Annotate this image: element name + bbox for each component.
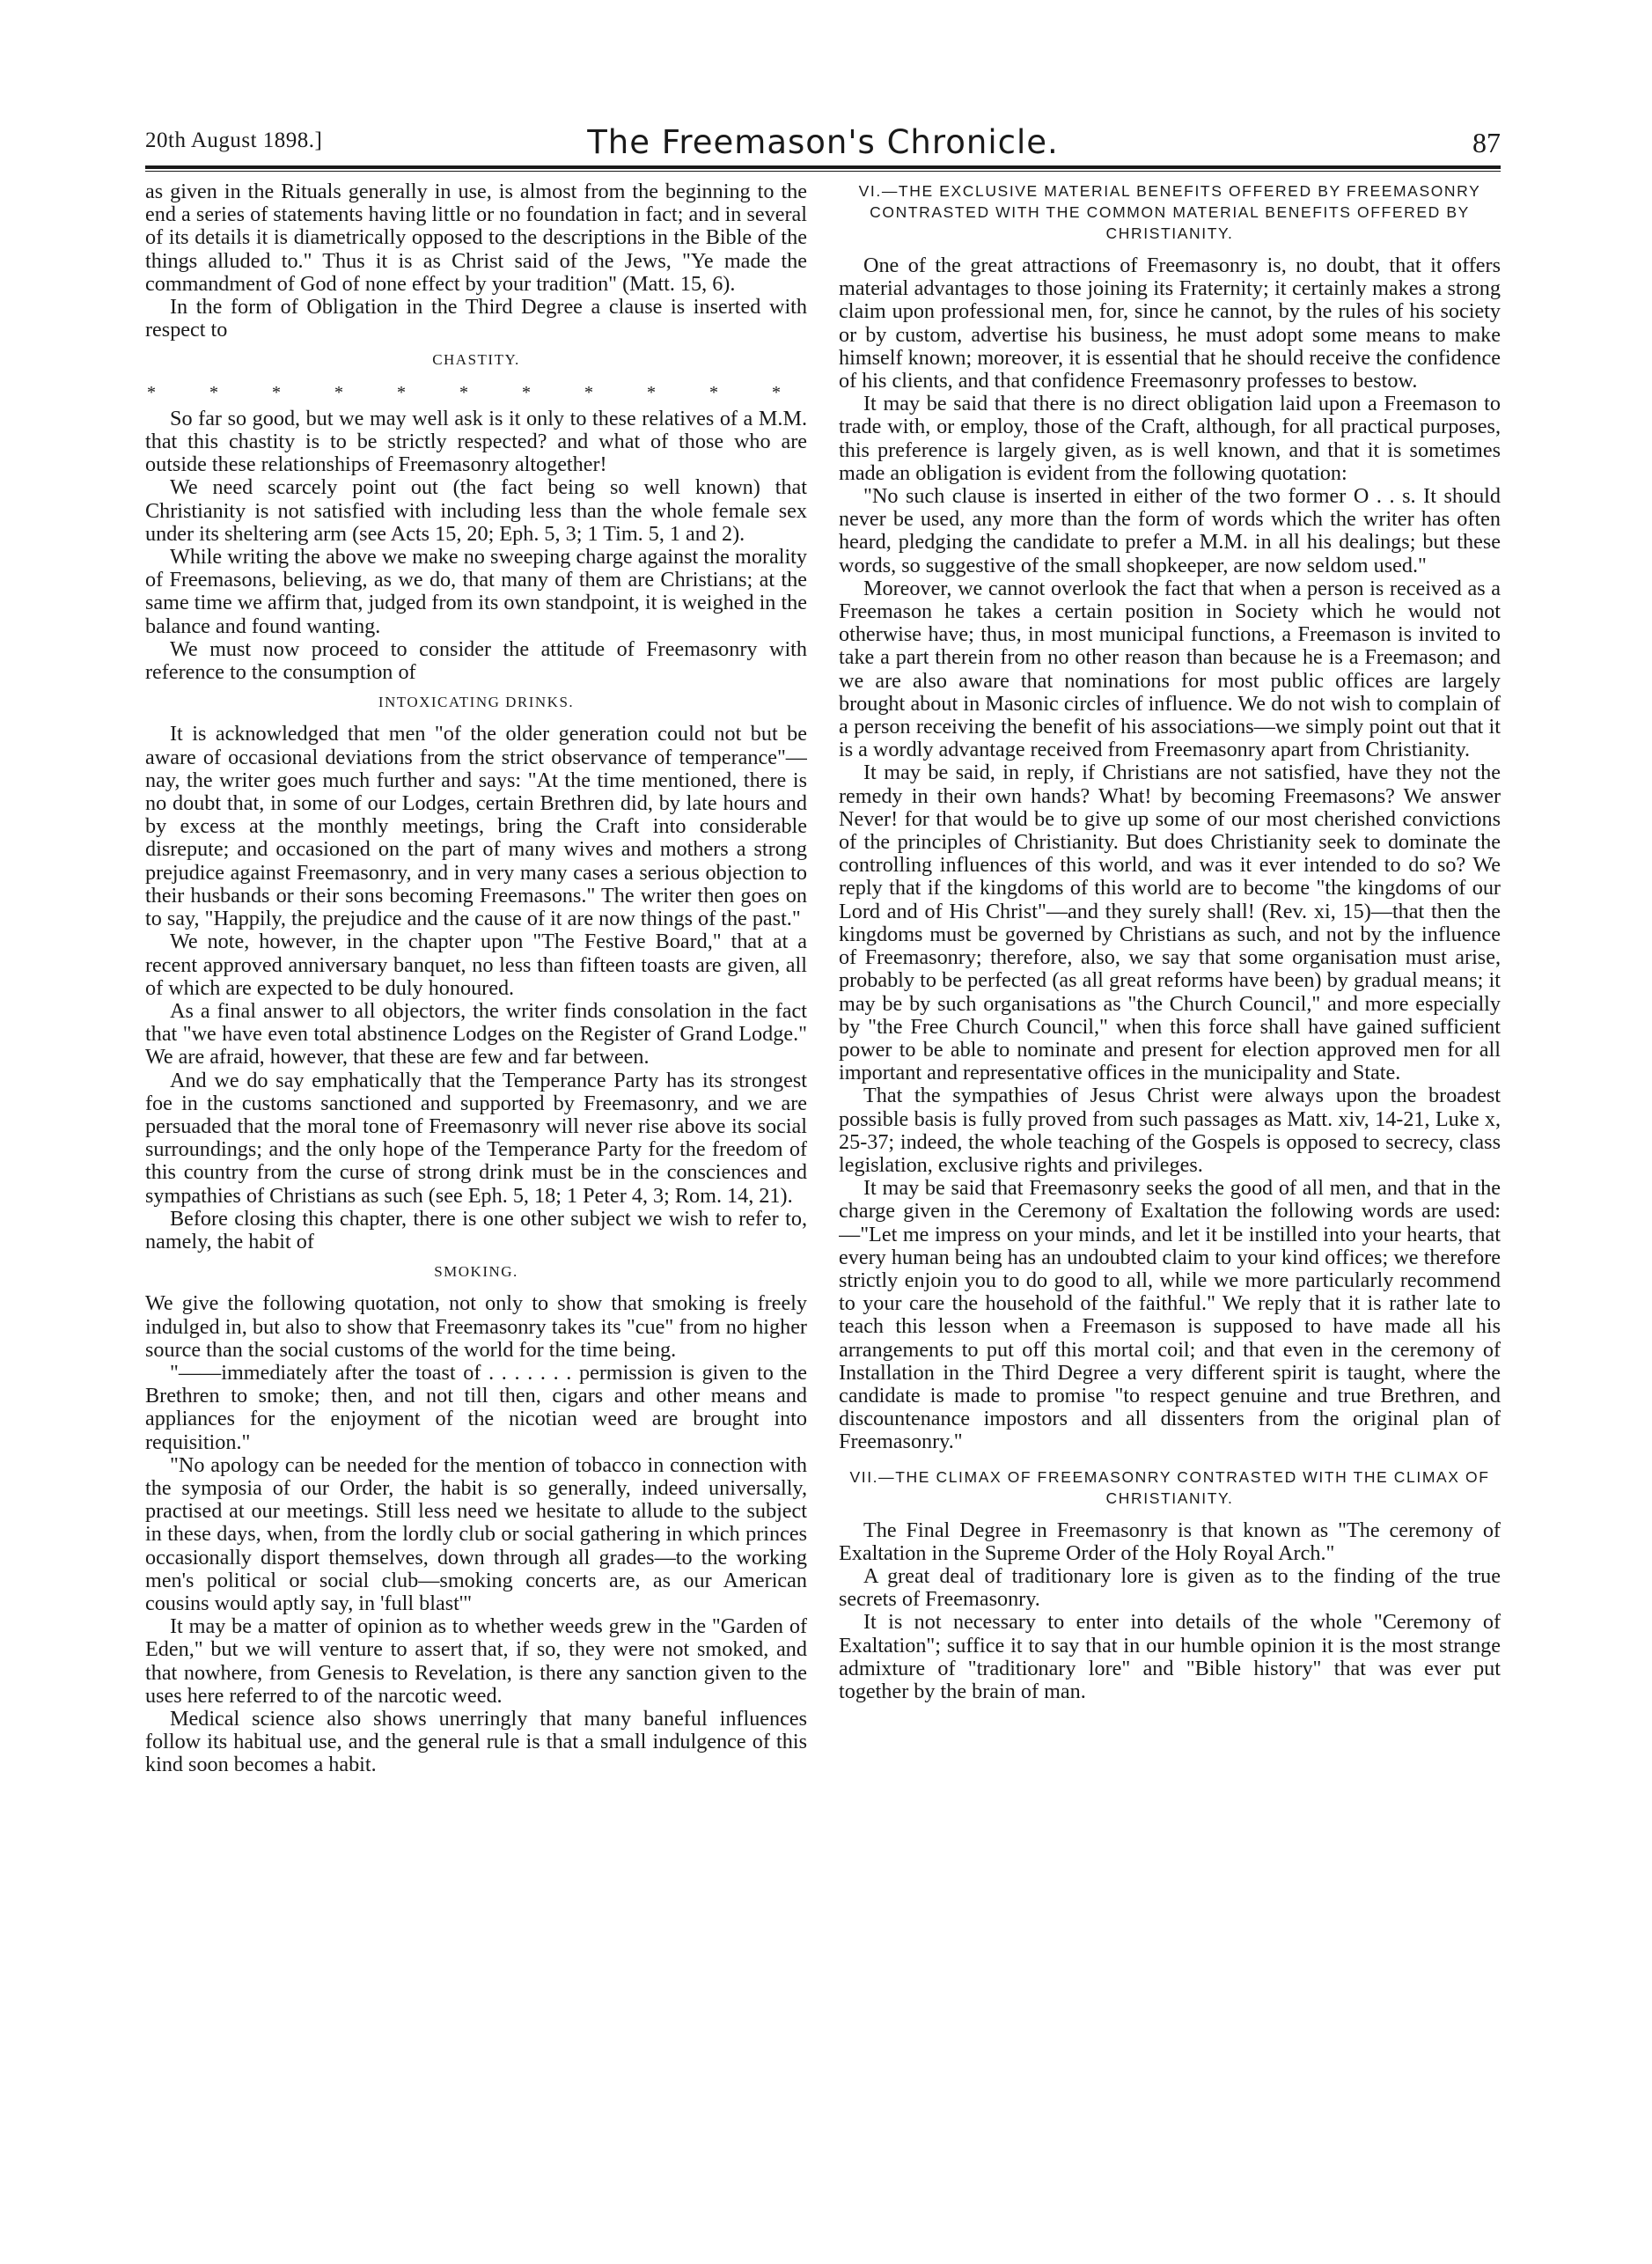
paragraph: We need scarcely point out (the fact being so well known) that Christianity is not satisfied with including less than the whole female sex under its sheltering arm (see Acts 15, 20; Eph. 5, 3; 1 Tim. 5, 1 and 2). [145, 475, 807, 546]
paragraph: In the form of Obligation in the Third Degree a clause is inserted with respect to [145, 295, 807, 342]
paragraph: A great deal of traditionary lore is given as to the finding of the true secrets of Freemasonry. [839, 1563, 1501, 1612]
paragraph: We must now proceed to consider the attitude of Freemasonry with reference to the consumption of [145, 636, 807, 685]
section-heading-vi: VI.—THE EXCLUSIVE MATERIAL BENEFITS OFFERED BY FREEMASONRY CONTRASTED WITH THE COMMON MATERIAL BENEFITS OFFERED BY CHRISTIANITY. [858, 182, 1481, 242]
paragraph: It may be said that there is no direct obligation laid upon a Freemason to trade with, or employ, those of the Craft, although, for all practical purposes, this preference is largely given, as is well known, and that it is sometimes made an obligation is evident from the following quotation: [839, 392, 1501, 485]
paragraph: One of the great attractions of Freemasonry is, no doubt, that it offers material advantages to those joining its Fraternity; it certainly makes a strong claim upon professional men, for, since he cannot, by the rules of his society or by custom, advertise his business, he must adopt some means to make himself known; moreover, it is essential that he should receive the confidence of his clients, and that confidence Freemasonry professes to bestow. [839, 254, 1501, 393]
section-heading-vii: VII.—THE CLIMAX OF FREEMASONRY CONTRASTED WITH THE CLIMAX OF CHRISTIANITY. [849, 1467, 1490, 1507]
page-number: 87 [1472, 127, 1501, 158]
paragraph: While writing the above we make no sweeping charge against the morality of Freemasons, believing, as we do, that many of them are Christians; at the same time we affirm that, judged from its own standpoint, it is weighed in the balance and found wanting. [145, 545, 807, 638]
quotation: "No such clause is inserted in either of the two former O . . s. It should never be used, any more than the form of words which the writer has often heard, pledging the candidate to prefer a M.M. in all his dealings; but these words, so suggestive of the small shopkeeper, are now seldom used." [839, 484, 1501, 577]
paragraph: We give the following quotation, not only to show that smoking is freely indulged in, but also to show that Freemasonry takes its "cue" from no higher source than the social customs of the world for the time being. [145, 1291, 807, 1362]
paragraph: So far so good, but we may well ask is it only to these relatives of a M.M. that this chastity is to be strictly respected? and what of those who are outside these relationships of Freemasonry altogether! [145, 406, 807, 477]
paragraph: as given in the Rituals generally in use, is almost from the beginning to the end a series of statements having little or no foundation in fact; and in several of its details it is diametrically opposed to the descriptions in the Bible of the things alluded to." Thus it is as Christ said of the Jews, "Ye made the commandment of God of none effect by your tradition" (Matt. 15, 6). [145, 180, 807, 296]
masthead-title: The Freemason's Chronicle. [587, 123, 1059, 161]
paragraph: It may be a matter of opinion as to whether weeds grew in the "Garden of Eden," but we will venture to assert that, if so, they were not smoked, and that nowhere, from Genesis to Revelation, is there any sanction given to the uses here referred to of the narcotic weed. [145, 1614, 807, 1708]
header-rule [145, 165, 1501, 172]
paragraph: And we do say emphatically that the Temperance Party has its strongest foe in the customs sanctioned and supported by Freemasonry, and we are persuaded that the moral tone of Freemasonry will never rise above its social surroundings; and the only hope of the Temperance Party for the freedom of this country from the curse of strong drink must be in the consciences and sympathies of Christians as such (see Eph. 5, 18; 1 Peter 4, 3; Rom. 14, 21). [145, 1068, 807, 1208]
paragraph: It is not necessary to enter into details of the whole "Ceremony of Exaltation"; suffice it to say that in our humble opinion it is the most strange admixture of "traditionary lore" and "Bible history" that was ever put together by the brain of man. [839, 1610, 1501, 1703]
left-column [145, 180, 807, 2157]
quotation: "No apology can be needed for the mention of tobacco in connection with the symposia of our Order, the habit is so generally, indeed universally, practised at our meetings. Still less need we hesitate to allude to the subject in these days, when, from the lordly club or social gathering in which princes occasionally disport themselves, down through all grades—to the working men's political or social club—smoking concerts are, as our American cousins would aptly say, in 'full blast'" [145, 1452, 807, 1615]
paragraph: The Final Degree in Freemasonry is that known as "The ceremony of Exaltation in the Supreme Order of the Holy Royal Arch." [839, 1518, 1501, 1565]
paragraph: As a final answer to all objectors, the writer finds consolation in the fact that "we have even total abstinence Lodges on the Register of Grand Lodge." We are afraid, however, that these are few and far between. [145, 998, 807, 1070]
paragraph: It is acknowledged that men "of the older generation could not but be aware of occasional deviations from the strict observance of temperance"—nay, the writer goes much further and says: "At the time mentioned, there is no doubt that, in some of our Lodges, certain Brethren did, by late hours and by excess at the monthly meetings, bring the Craft into considerable disrepute; and occasioned on the part of many wives and mothers a strong prejudice against Freemasonry, and in very many cases a serious objection to their husbands or their sons becoming Freemasons." The writer then goes on to say, "Happily, the prejudice and the cause of it are now things of the past." [145, 722, 807, 931]
asterisk-divider: * * * * * * * * * * * [147, 382, 805, 402]
right-column [839, 180, 1501, 2157]
subheading-chastity: CHASTITY. [432, 351, 520, 369]
paragraph: That the sympathies of Jesus Christ were always upon the broadest possible basis is fully proved from such passages as Matt. xiv, 14-21, Luke x, 25-37; indeed, the whole teaching of the Gospels is opposed to secrecy, class legislation, exclusive rights and privileges. [839, 1084, 1501, 1177]
paragraph: Medical science also shows unerringly that many baneful influences follow its habitual use, and the general rule is that a small indulgence of this kind soon becomes a habit. [145, 1707, 807, 1777]
header-date: 20th August 1898.] [145, 129, 323, 152]
paragraph: Moreover, we cannot overlook the fact that when a person is received as a Freemason he takes a certain position in Society which he would not otherwise have; thus, in most municipal functions, a Freemason is invited to take a part therein from no other reason than because he is a Freemason; and we are also aware that nominations for most public offices are largely brought about in Masonic circles of influence. We do not wish to complain of a person receiving the benefit of his associations—we simply point out that it is a wordly advantage received from Freemasonry apart from Christianity. [839, 576, 1501, 762]
paragraph: Before closing this chapter, there is one other subject we wish to refer to, namely, the habit of [145, 1206, 807, 1253]
page-header [145, 123, 1501, 167]
paragraph: It may be said, in reply, if Christians are not satisfied, have they not the remedy in their own hands? What! by becoming Freemasons? We answer Never! for that would be to give up some of our most cherished convictions of the principles of Christianity. But does Christianity seek to dominate the controlling influences of this world, and was it ever intended to do so? We reply that if the kingdoms of this world are to become "the kingdoms of our Lord and of His Christ"—and they surely shall! (Rev. xi, 15)—that then the kingdoms must be governed by Christians as such, and not by the influence of Freemasonry; therefore, also, we say that some organisation must arise, probably to be perfected (as all great reforms have been) by gradual means; it may be by such organisations as "the Church Council," and more especially by "the Free Church Council," when this force shall have gained sufficient power to be able to nominate and present for election approved men for all important and representative offices in the municipality and State. [839, 761, 1501, 1085]
paragraph: We note, however, in the chapter upon "The Festive Board," that at a recent approved anniversary banquet, no less than fifteen toasts are given, all of which are expected to be duly honoured. [145, 930, 807, 1000]
quotation: "——immediately after the toast of . . . . . . . permission is given to the Brethren to smoke; then, and not till then, cigars and other means and appliances for the enjoyment of the nicotian weed are brought into requisition." [145, 1360, 807, 1454]
subheading-intoxicating-drinks: INTOXICATING DRINKS. [378, 694, 575, 711]
subheading-smoking: SMOKING. [434, 1263, 518, 1281]
paragraph: It may be said that Freemasonry seeks the good of all men, and that in the charge given in the Ceremony of Exaltation the following words are used:—"Let me impress on your minds, and let it be instilled into your hearts, that every human being has an undoubted claim to your kind offices; we therefore strictly enjoin you to do good to all, while we more particularly recommend to your care the household of the faithful." We reply that it is rather late to teach this lesson when a Freemason is supposed to have made all his arrangements to put off this mortal coil; and that even in the ceremony of Installation in the Third Degree a very different spirit is taught, where the candidate is made to promise "to respect genuine and true Brethren, and discountenance impostors and all dissenters from the original plan of Freemasonry." [839, 1176, 1501, 1454]
